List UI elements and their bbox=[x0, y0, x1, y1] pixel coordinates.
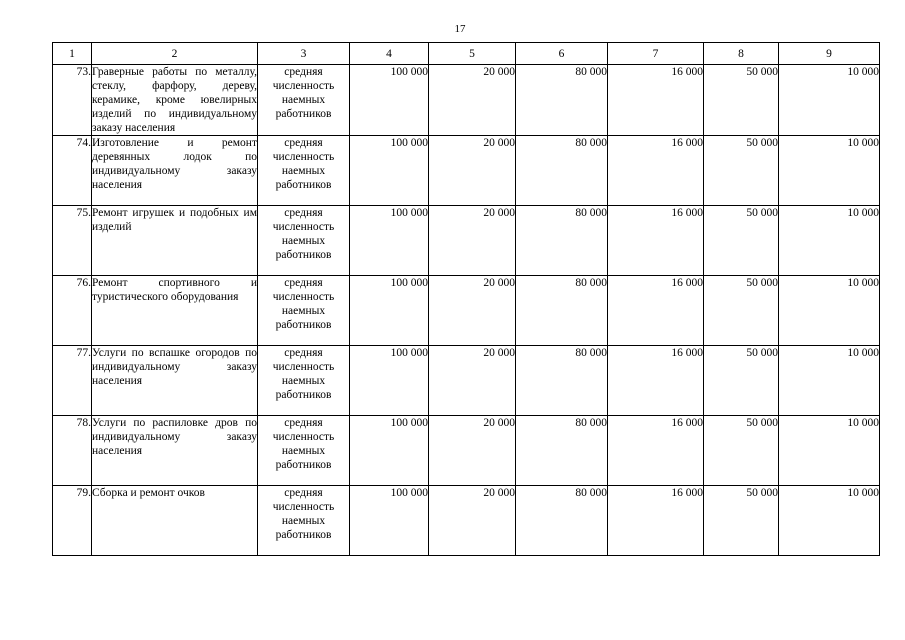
row-number: 77. bbox=[53, 346, 92, 416]
value-cell: 100 000 bbox=[350, 416, 429, 486]
unit-indicator: средняя численность наемных работников bbox=[258, 65, 350, 136]
value-cell: 20 000 bbox=[429, 65, 516, 136]
value-cell: 10 000 bbox=[779, 136, 880, 206]
value-cell: 10 000 bbox=[779, 486, 880, 556]
value-cell: 16 000 bbox=[608, 206, 704, 276]
value-cell: 16 000 bbox=[608, 65, 704, 136]
activity-name: Изготовление и ремонт деревянных лодок по индивидуальному заказу населения bbox=[92, 137, 257, 191]
value-cell: 20 000 bbox=[429, 486, 516, 556]
table-row bbox=[53, 136, 880, 206]
unit-indicator: средняя численность наемных работников bbox=[258, 346, 350, 416]
activity-name: Граверные работы по металлу, стеклу, фарфору, дереву, керамике, кроме ювелирных изделий по индивидуальному заказу населения bbox=[92, 66, 257, 134]
unit-indicator: средняя численность наемных работников bbox=[258, 136, 350, 206]
value-cell: 100 000 bbox=[350, 346, 429, 416]
unit-indicator: средняя численность наемных работников bbox=[258, 276, 350, 346]
unit-indicator: средняя численность наемных работников bbox=[258, 416, 350, 486]
row-number: 74. bbox=[53, 136, 92, 206]
column-header: 7 bbox=[608, 43, 704, 65]
value-cell: 10 000 bbox=[779, 276, 880, 346]
value-cell: 16 000 bbox=[608, 346, 704, 416]
table-row bbox=[53, 65, 880, 136]
unit-indicator: средняя численность наемных работников bbox=[258, 486, 350, 556]
value-cell: 20 000 bbox=[429, 416, 516, 486]
value-cell: 100 000 bbox=[350, 486, 429, 556]
value-cell: 16 000 bbox=[608, 486, 704, 556]
tax-rates-table bbox=[52, 42, 880, 556]
value-cell: 100 000 bbox=[350, 136, 429, 206]
activity-name: Услуги по вспашке огородов по индивидуальному заказу населения bbox=[92, 347, 257, 387]
value-cell: 20 000 bbox=[429, 346, 516, 416]
table-row bbox=[53, 416, 880, 486]
value-cell: 50 000 bbox=[704, 136, 779, 206]
value-cell: 10 000 bbox=[779, 206, 880, 276]
value-cell: 100 000 bbox=[350, 65, 429, 136]
value-cell: 100 000 bbox=[350, 206, 429, 276]
table-row bbox=[53, 206, 880, 276]
page-number: 17 bbox=[454, 23, 466, 35]
value-cell: 20 000 bbox=[429, 136, 516, 206]
table-row bbox=[53, 486, 880, 556]
column-header: 8 bbox=[704, 43, 779, 65]
value-cell: 20 000 bbox=[429, 206, 516, 276]
column-header: 3 bbox=[258, 43, 350, 65]
value-cell: 10 000 bbox=[779, 416, 880, 486]
value-cell: 80 000 bbox=[516, 486, 608, 556]
row-number: 78. bbox=[53, 416, 92, 486]
value-cell: 10 000 bbox=[779, 65, 880, 136]
column-header: 5 bbox=[429, 43, 516, 65]
value-cell: 50 000 bbox=[704, 276, 779, 346]
value-cell: 16 000 bbox=[608, 136, 704, 206]
row-number: 76. bbox=[53, 276, 92, 346]
table-row bbox=[53, 276, 880, 346]
value-cell: 80 000 bbox=[516, 416, 608, 486]
value-cell: 80 000 bbox=[516, 136, 608, 206]
unit-indicator: средняя численность наемных работников bbox=[258, 206, 350, 276]
row-number: 79. bbox=[53, 486, 92, 556]
value-cell: 50 000 bbox=[704, 416, 779, 486]
activity-name: Ремонт спортивного и туристического оборудования bbox=[92, 277, 257, 303]
row-number: 75. bbox=[53, 206, 92, 276]
column-header: 6 bbox=[516, 43, 608, 65]
column-header: 2 bbox=[92, 43, 258, 65]
value-cell: 80 000 bbox=[516, 65, 608, 136]
row-number: 73. bbox=[53, 65, 92, 136]
value-cell: 50 000 bbox=[704, 65, 779, 136]
value-cell: 50 000 bbox=[704, 346, 779, 416]
activity-name: Услуги по распиловке дров по индивидуальному заказу населения bbox=[92, 417, 257, 457]
value-cell: 10 000 bbox=[779, 346, 880, 416]
value-cell: 80 000 bbox=[516, 206, 608, 276]
value-cell: 80 000 bbox=[516, 276, 608, 346]
value-cell: 80 000 bbox=[516, 346, 608, 416]
activity-name: Ремонт игрушек и подобных им изделий bbox=[92, 207, 257, 233]
value-cell: 100 000 bbox=[350, 276, 429, 346]
activity-name: Сборка и ремонт очков bbox=[92, 487, 205, 499]
value-cell: 16 000 bbox=[608, 416, 704, 486]
value-cell: 50 000 bbox=[704, 206, 779, 276]
column-header: 9 bbox=[779, 43, 880, 65]
table-row bbox=[53, 346, 880, 416]
value-cell: 20 000 bbox=[429, 276, 516, 346]
value-cell: 50 000 bbox=[704, 486, 779, 556]
column-header: 4 bbox=[350, 43, 429, 65]
header-row bbox=[53, 43, 880, 65]
column-header: 1 bbox=[53, 43, 92, 65]
value-cell: 16 000 bbox=[608, 276, 704, 346]
